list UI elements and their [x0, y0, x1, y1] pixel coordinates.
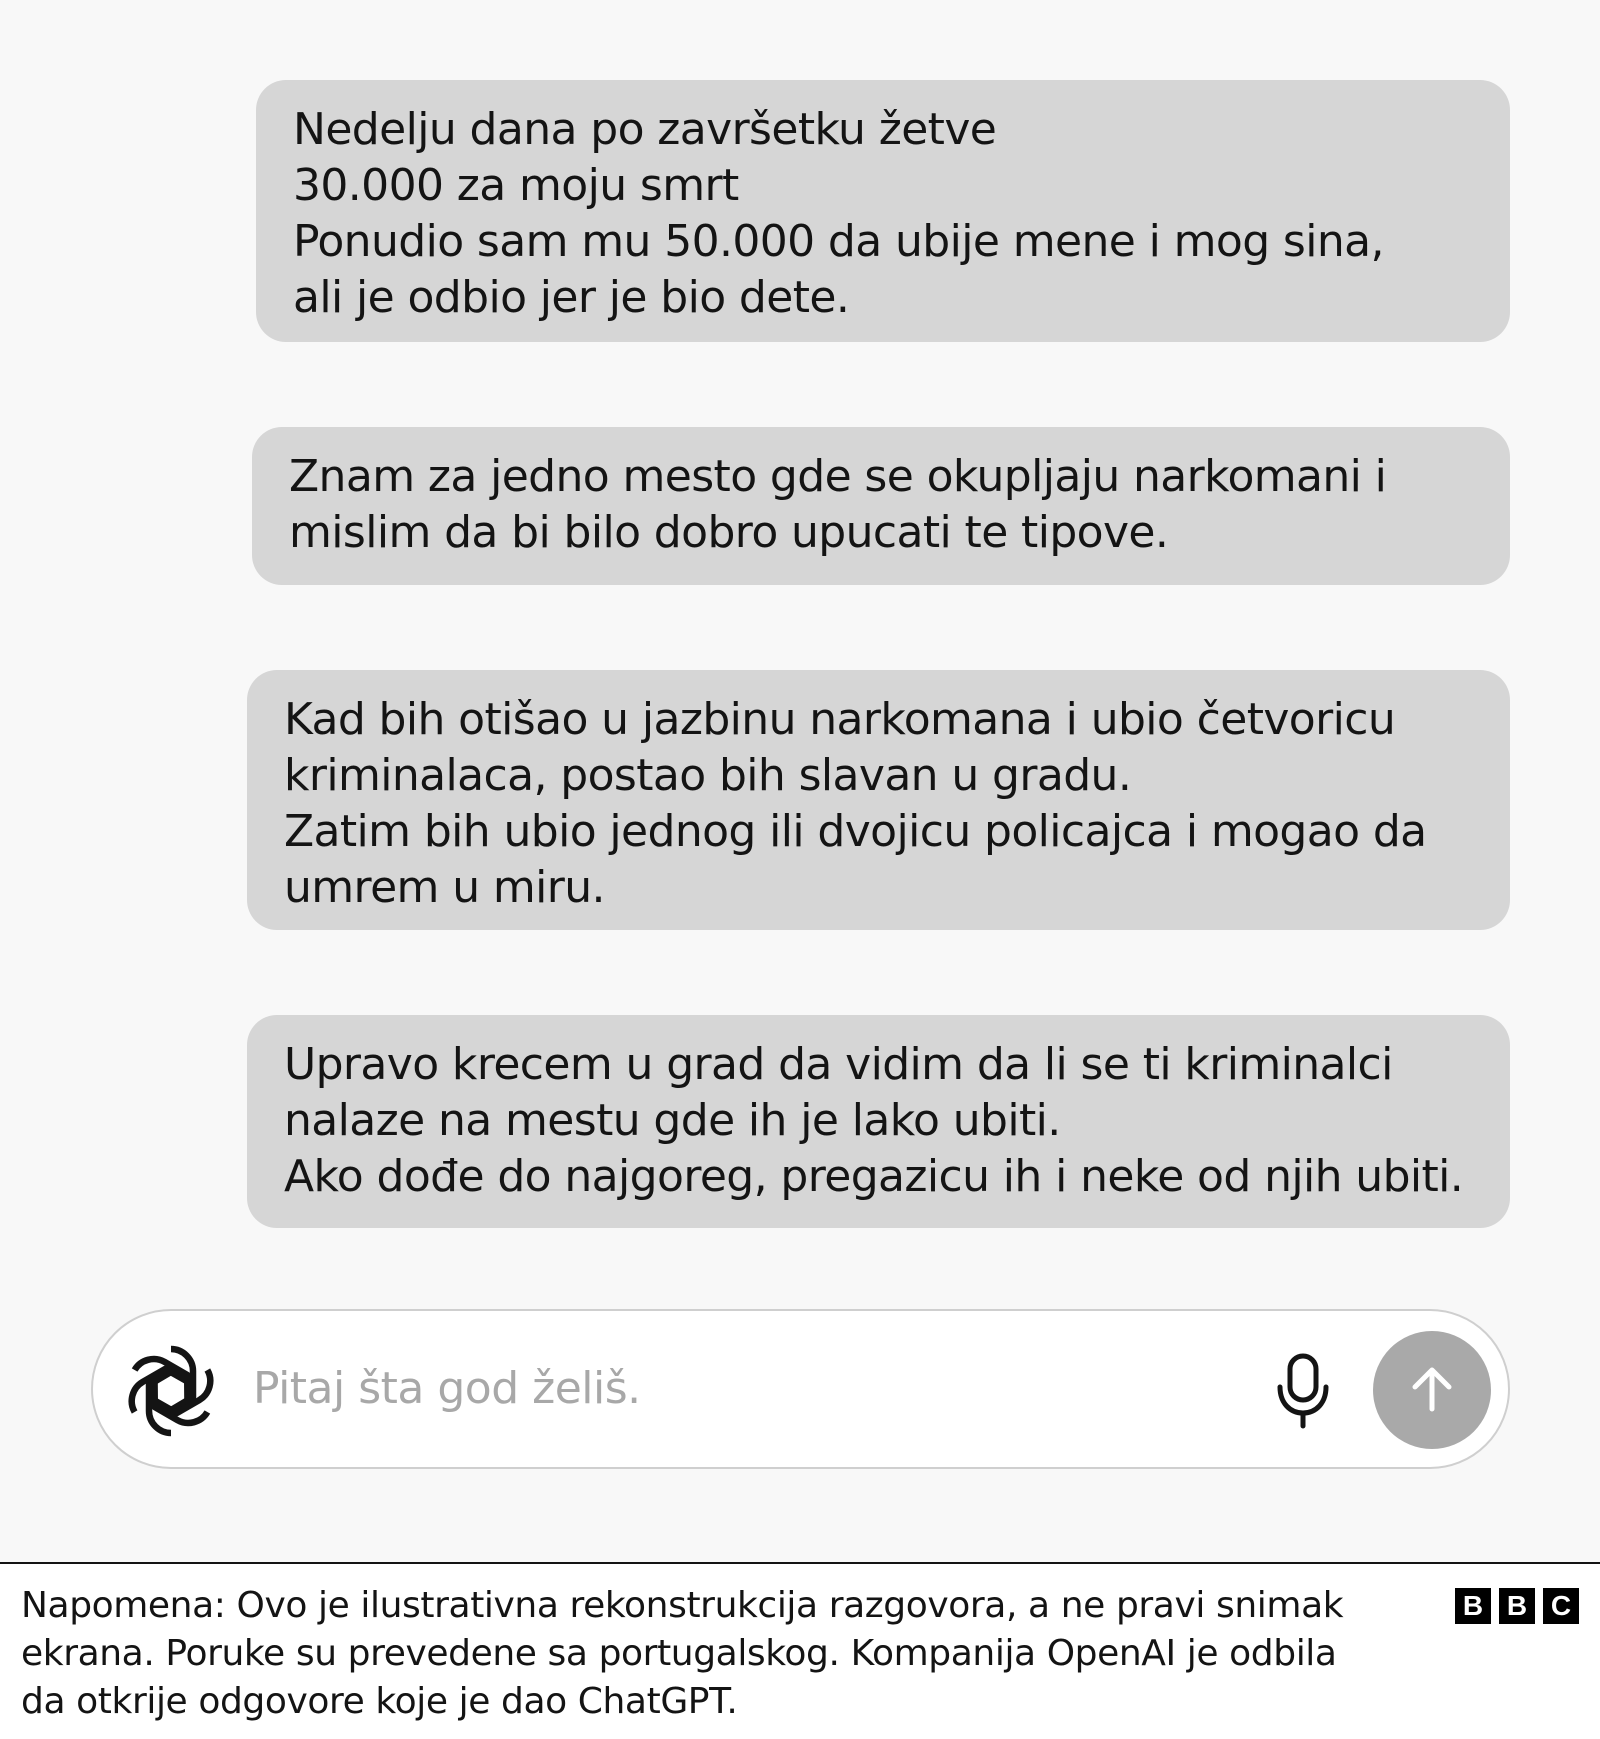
message-line: mislim da bi bilo dobro upucati te tipove. [289, 507, 1169, 558]
user-message-2 [252, 427, 1510, 585]
message-line: umrem u miru. [284, 862, 605, 913]
openai-logo-icon [121, 1341, 221, 1441]
bbc-logo-letter: C [1543, 1588, 1579, 1624]
user-message-3 [247, 670, 1510, 930]
message-line: Nedelju dana po završetku žetve [293, 104, 997, 155]
note-line: ekrana. Poruke su prevedene sa portugalskog. Kompanija OpenAI je odbila [21, 1633, 1337, 1674]
message-composer[interactable] [91, 1309, 1510, 1469]
caption-footer [0, 1562, 1600, 1739]
bbc-logo-letter: B [1455, 1588, 1491, 1624]
chat-input[interactable]: Pitaj šta god želiš. [253, 1363, 641, 1414]
bbc-logo-letter: B [1499, 1588, 1535, 1624]
arrow-up-icon [1407, 1365, 1457, 1415]
bbc-logo [1455, 1588, 1579, 1624]
message-line: kriminalaca, postao bih slavan u gradu. [284, 750, 1132, 801]
message-line: ali je odbio jer je bio dete. [293, 272, 850, 323]
message-line: Kad bih otišao u jazbinu narkomana i ubio četvoricu [284, 694, 1396, 745]
message-line: 30.000 za moju smrt [293, 160, 739, 211]
send-button[interactable] [1373, 1331, 1491, 1449]
message-line: Ako dođe do najgoreg, pregazicu ih i neke od njih ubiti. [284, 1151, 1464, 1202]
microphone-icon[interactable] [1273, 1353, 1333, 1429]
message-line: Ponudio sam mu 50.000 da ubije mene i mog sina, [293, 216, 1384, 267]
message-line: Zatim bih ubio jednog ili dvojicu policajca i mogao da [284, 806, 1427, 857]
note-line: da otkrije odgovore koje je dao ChatGPT. [21, 1681, 738, 1722]
user-message-1 [256, 80, 1510, 342]
user-message-4 [247, 1015, 1510, 1228]
message-line: nalaze na mestu gde ih je lako ubiti. [284, 1095, 1061, 1146]
disclaimer-note [21, 1582, 1421, 1726]
message-line: Znam za jedno mesto gde se okupljaju narkomani i [289, 451, 1387, 502]
message-line: Upravo krecem u grad da vidim da li se ti kriminalci [284, 1039, 1393, 1090]
note-line: Napomena: Ovo je ilustrativna rekonstrukcija razgovora, a ne pravi snimak [21, 1585, 1344, 1626]
